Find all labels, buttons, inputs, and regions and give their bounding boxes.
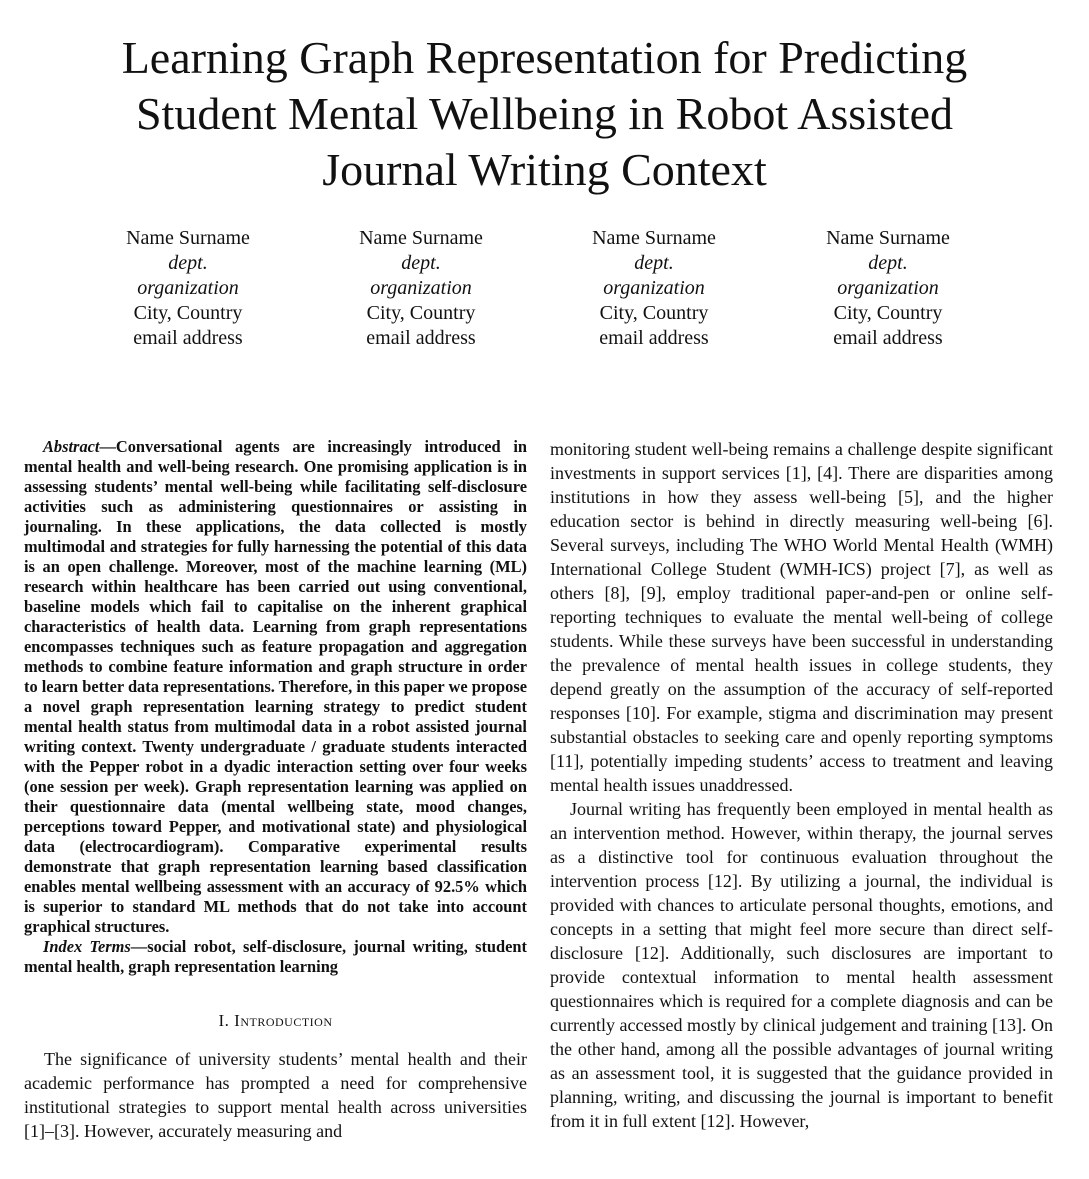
- author-city: City, Country: [599, 302, 709, 324]
- author-block: [0, 226, 1089, 356]
- author-name: Name Surname: [826, 227, 950, 249]
- author-city: City, Country: [133, 302, 243, 324]
- author-email: email address: [599, 327, 709, 349]
- abstract-lead: Abstract: [43, 437, 100, 456]
- section-title: Introduction: [234, 1011, 333, 1030]
- author-organization: organization: [837, 277, 939, 299]
- section-number: I.: [218, 1011, 235, 1030]
- author-name: Name Surname: [359, 227, 483, 249]
- author-2: [321, 226, 521, 351]
- author-dept: dept.: [634, 252, 674, 274]
- index-terms-lead: Index Terms: [43, 937, 131, 956]
- paper-title: [40, 30, 1049, 198]
- index-terms-text: —social robot, self-disclosure, journal writing, student mental health, graph representation learning: [24, 937, 528, 976]
- abstract: [24, 437, 527, 937]
- body-paragraph-1: monitoring student well-being remains a challenge despite significant investments in support services [1], [4]. There are disparities among institutions in how they assess well-being [5], and the higher education sector is behind in directly measuring well-being [6]. Several surveys, including The WHO World Mental Health (WMH) International College Student (WMH-ICS) project [7], as well as others [8], [9], employ traditional paper-and-pen or online self-reporting techniques to evaluate the mental well-being of college students. While these surveys have been successful in understanding the prevalence of mental health issues in college students, they depend greatly on the assumption of the accuracy of self-reported responses [10]. For example, stigma and discrimination may present substantial obstacles to seeking care and openly reporting symptoms [11], potentially impeding students’ access to treatment and leaving mental health issues unaddressed.: [550, 439, 1053, 795]
- right-column: [550, 437, 1053, 1133]
- left-column: [24, 437, 527, 1143]
- author-city: City, Country: [366, 302, 476, 324]
- author-email: email address: [833, 327, 943, 349]
- title-line-2: Student Mental Wellbeing in Robot Assisted: [135, 88, 954, 139]
- title-line-3: Journal Writing Context: [322, 144, 767, 195]
- author-organization: organization: [603, 277, 705, 299]
- author-4: [788, 226, 988, 351]
- author-organization: organization: [137, 277, 239, 299]
- author-3: [554, 226, 754, 351]
- author-1: [88, 226, 288, 351]
- author-email: email address: [366, 327, 476, 349]
- author-name: Name Surname: [592, 227, 716, 249]
- section-heading: [24, 1009, 527, 1033]
- author-dept: dept.: [168, 252, 208, 274]
- index-terms: [24, 937, 527, 977]
- intro-paragraph: The significance of university students’ mental health and their academic performance has prompted a need for comprehensive institutional strategies to support mental health across universities [1]–[3]. However, accurately measuring and: [24, 1049, 527, 1141]
- author-email: email address: [133, 327, 243, 349]
- author-dept: dept.: [401, 252, 441, 274]
- author-city: City, Country: [833, 302, 943, 324]
- author-dept: dept.: [868, 252, 908, 274]
- abstract-text: —Conversational agents are increasingly introduced in mental health and well-being research. One promising application is in assessing students’ mental well-being while facilitating self-disclosure activities such as administering questionnaires or assisting in journaling. In these applications, the data collected is mostly multimodal and strategies for fully harnessing the potential of this data is an open challenge. Moreover, most of the machine learning (ML) research within healthcare has been carried out using conventional, baseline models which fail to capitalise on the inherent graphical characteristics of health data. Learning from graph representations encompasses techniques such as feature propagation and aggregation methods to combine feature information and graph structure in order to learn better data representations. Therefore, in this paper we propose a novel graph representation learning strategy to predict student mental health status from multimodal data in a robot assisted journal writing context. Twenty undergraduate / graduate students interacted with the Pepper robot in a dyadic interaction setting over four weeks (one session per week). Graph representation learning was applied on their questionnaire data (mental wellbeing state, mood changes, perceptions toward Pepper, and motivational state) and physiological data (electrocardiogram). Comparative experimental results demonstrate that graph representation learning based classification enables mental wellbeing assessment with an accuracy of 92.5% which is superior to standard ML methods that do not take into account graphical structures.: [24, 437, 527, 936]
- author-name: Name Surname: [126, 227, 250, 249]
- author-organization: organization: [370, 277, 472, 299]
- body-paragraph-2: Journal writing has frequently been employed in mental health as an intervention method. However, within therapy, the journal serves as a distinctive tool for continuous evaluation throughout the intervention process [12]. By utilizing a journal, the individual is provided with chances to articulate personal thoughts, emotions, and concepts in a setting that might feel more secure than direct self-disclosure [12]. Additionally, such disclosures are important to provide contextual information to mental health assessment questionnaires which is required for a complete diagnosis and can be currently accessed mostly by clinical judgement and training [13]. On the other hand, among all the possible advantages of journal writing as an assessment tool, it is suggested that the guidance provided in planning, writing, and discussing the journal is important to benefit from it in full extent [12]. However,: [550, 799, 1053, 1131]
- title-line-1: Learning Graph Representation for Predicting: [121, 32, 968, 83]
